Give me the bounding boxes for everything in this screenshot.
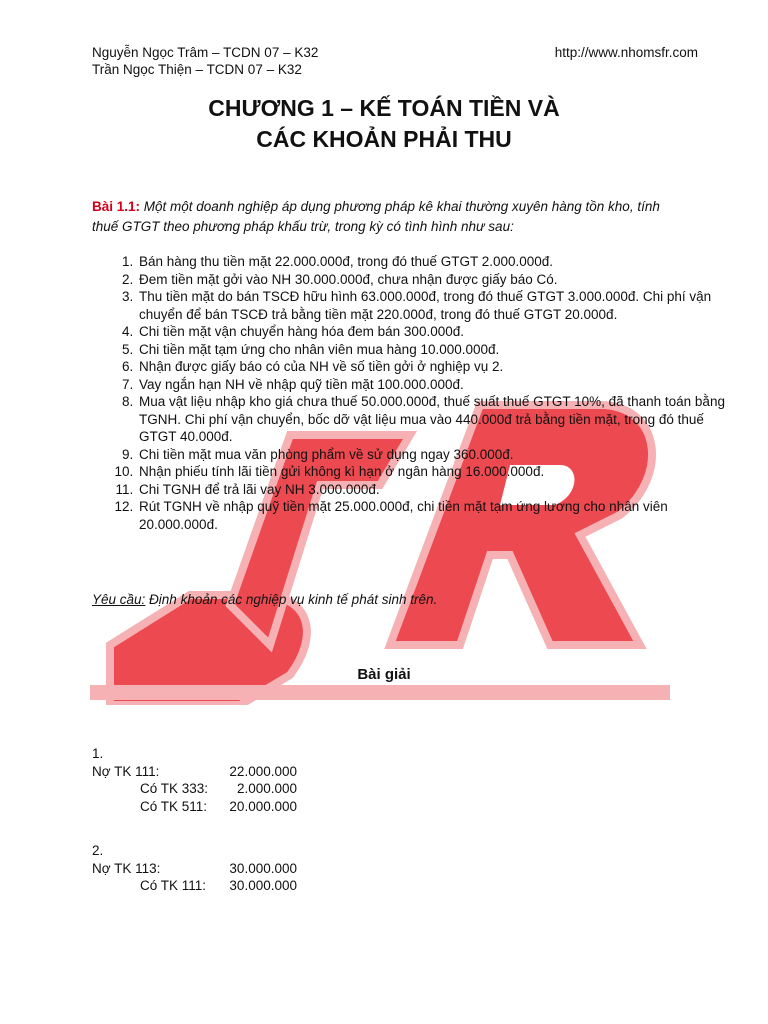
list-item: 6. Nhận được giấy báo có của NH về số tiền gởi ở nghiệp vụ 2.	[137, 358, 727, 376]
requirement-label: Yêu cầu:	[92, 592, 146, 607]
list-item: 7. Vay ngắn hạn NH về nhập quỹ tiền mặt 100.000.000đ.	[137, 376, 727, 394]
amount: 2.000.000	[236, 781, 297, 796]
table-row	[92, 860, 297, 878]
amount: 22.000.000	[229, 763, 297, 779]
exercise-label: Bài 1.1:	[92, 199, 141, 214]
debit-account: Nợ TK 111:	[92, 763, 160, 779]
chapter-title	[0, 93, 768, 155]
header-authors	[92, 44, 318, 78]
list-item: 1. Bán hàng thu tiền mặt 22.000.000đ, trong đó thuế GTGT 2.000.000đ.	[137, 253, 727, 271]
journal-entry-2	[92, 842, 297, 895]
chapter-title-line-1: CHƯƠNG 1 – KẾ TOÁN TIỀN VÀ	[208, 95, 560, 121]
list-item: 5. Chi tiền mặt tạm ứng cho nhân viên mua hàng 10.000.000đ.	[137, 341, 727, 359]
table-row	[92, 780, 297, 798]
amount: 30.000.000	[229, 860, 297, 876]
header-website-link[interactable]: http://www.nhomsfr.com	[554, 45, 698, 60]
table-row	[92, 763, 297, 781]
author-1: Nguyễn Ngọc Trâm – TCDN 07 – K32	[92, 45, 319, 60]
exercise-intro-text: Một một doanh nghiệp áp dụng phương pháp kê khai thường xuyên hàng tồn kho, tính thuế GTGT theo phương pháp khấu trừ, trong kỳ có tình hình như sau:	[92, 199, 660, 234]
list-item: 10. Nhận phiếu tính lãi tiền gửi không kì hạn ở ngân hàng 16.000.000đ.	[137, 463, 727, 481]
author-2: Trần Ngọc Thiện – TCDN 07 – K32	[92, 62, 302, 77]
list-item: 2. Đem tiền mặt gởi vào NH 30.000.000đ, chưa nhận được giấy báo Có.	[137, 271, 727, 289]
exercise-intro	[92, 197, 682, 237]
transaction-list	[92, 253, 727, 533]
list-item: 12. Rút TGNH về nhập quỹ tiền mặt 25.000.000đ, chi tiền mặt tạm ứng lương cho nhân viên 20.000.000đ.	[137, 498, 727, 533]
table-row	[92, 798, 297, 816]
credit-account: Có TK 333:	[140, 781, 209, 796]
debit-account: Nợ TK 113:	[92, 860, 161, 876]
credit-account: Có TK 511:	[140, 798, 208, 814]
solution-title: Bài giải	[357, 666, 411, 683]
amount: 20.000.000	[229, 798, 297, 814]
journal-entry-1	[92, 745, 297, 815]
credit-account: Có TK 111:	[140, 878, 207, 893]
table-row	[92, 877, 297, 895]
amount: 30.000.000	[229, 878, 297, 893]
requirement	[92, 592, 437, 607]
list-item: 9. Chi tiền mặt mua văn phòng phẩm về sử dụng ngay 360.000đ.	[137, 446, 727, 464]
entry-number: 2.	[92, 843, 104, 858]
chapter-title-line-2: CÁC KHOẢN PHẢI THU	[256, 126, 512, 152]
list-item: 3. Thu tiền mặt do bán TSCĐ hữu hình 63.000.000đ, trong đó thuế GTGT 3.000.000đ. Chi phí vận chuyển để bán TSCĐ trả bằng tiền mặt 220.000đ, trong đó thuế GTGT 20.000đ.	[137, 288, 727, 323]
entry-number: 1.	[92, 746, 104, 761]
requirement-text: Định khoản các nghiệp vụ kinh tế phát sinh trên.	[145, 592, 438, 607]
list-item: 11. Chi TGNH để trả lãi vay NH 3.000.000đ.	[137, 481, 727, 499]
list-item: 4. Chi tiền mặt vận chuyển hàng hóa đem bán 300.000đ.	[137, 323, 727, 341]
list-item: 8. Mua vật liệu nhập kho giá chưa thuế 50.000.000đ, thuế suất thuế GTGT 10%, đã thanh toán bằng TGNH. Chi phí vận chuyển, bốc dỡ vật liệu mua vào 440.000đ trả bằng tiền mặt, trong đó thuế GTGT 40.000đ.	[137, 393, 727, 446]
